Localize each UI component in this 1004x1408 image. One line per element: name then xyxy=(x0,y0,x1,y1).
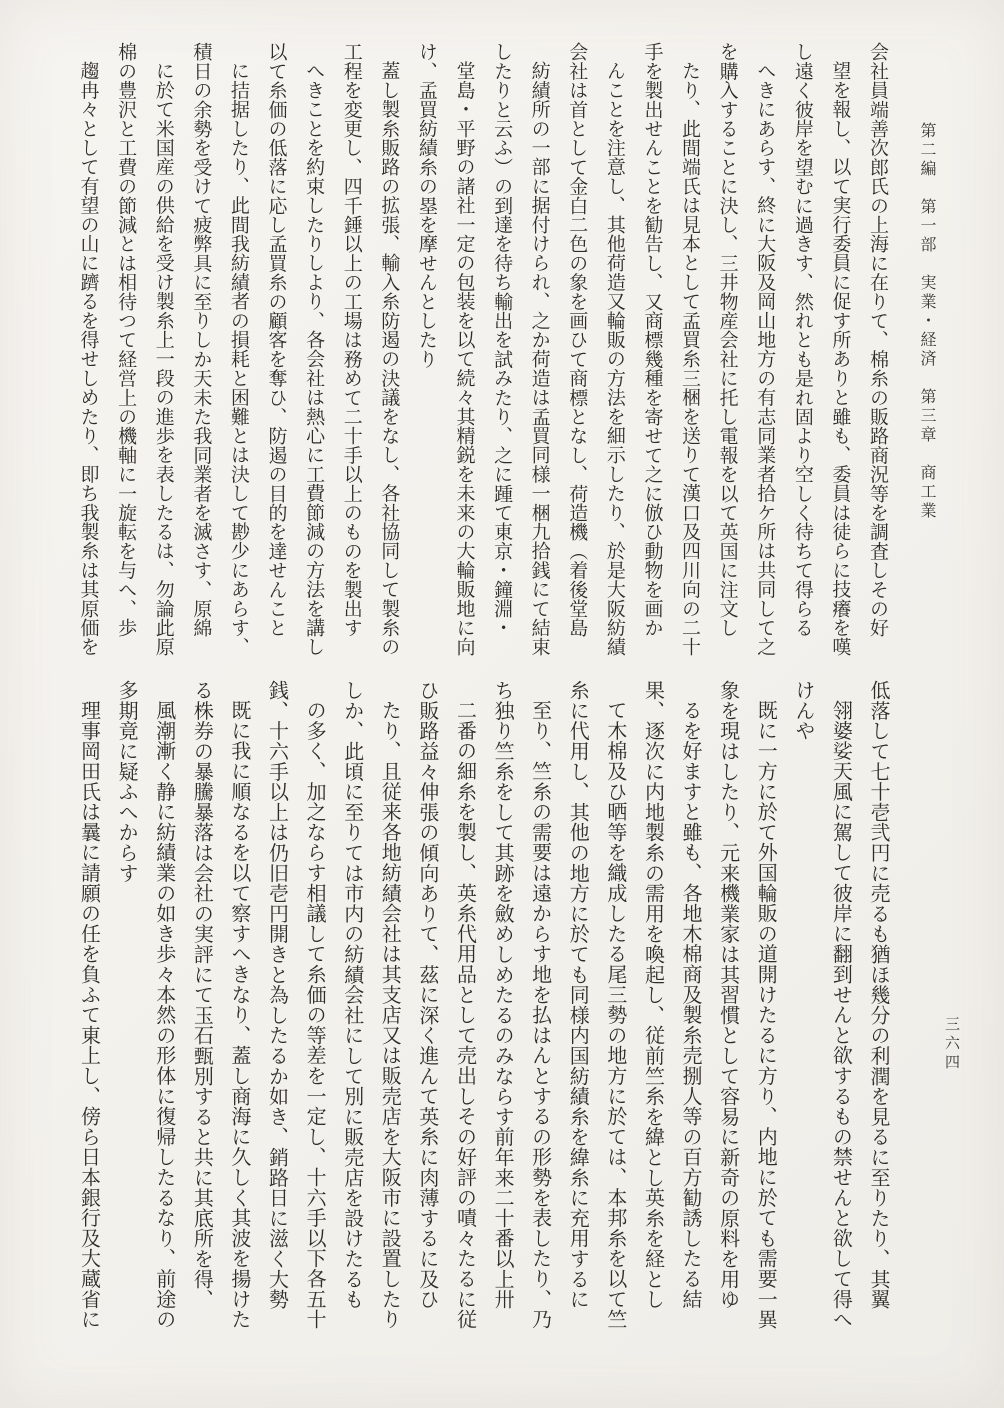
text-column: 至り、竺糸の需要は遠からす地を払はんとするの形勢を表したり、乃 xyxy=(528,700,551,1330)
text-column: たり、且従来各地紡績会社は其支店又は販売店を大阪市に設置したり xyxy=(378,700,401,1330)
text-column: 蓋し製糸販路の拡張、輸入糸防遏の決議をなし、各社協同して製糸の xyxy=(378,61,400,657)
text-column: へきにあらす、終に大阪及岡山地方の有志同業者拾ケ所は共同して之 xyxy=(754,61,776,657)
text-column: に拮据したり、此間我紡績者の損耗と困難とは決して尠少にあらす、 xyxy=(227,61,249,657)
page-number: 三六四 xyxy=(943,1016,959,1073)
text-column: 積日の余勢を受けて疲弊具に至りしか天未た我同業者を滅さす、原綿 xyxy=(190,42,212,638)
text-column: 翎婆娑天風に駕して彼岸に翻到せんと欲するもの禁せんと欲して得へ xyxy=(829,700,852,1330)
text-column: るを好ますと雖も、各地木棉商及製糸売捌人等の百方勧誘したる結 xyxy=(679,700,702,1309)
text-column: 多期竟に疑ふへからす xyxy=(115,680,138,883)
text-column: 銭、十六手以上は仍旧壱円開きと為したるか如き、銷路日に滋く大勢 xyxy=(265,680,288,1310)
text-column: 象を現はしたり、元来機業家は其習慣として容易に新奇の原料を用ゆ xyxy=(716,680,739,1310)
text-column: 会社員端善次郎氏の上海に在りて、棉糸の販路商況等を調査しその好 xyxy=(867,42,888,638)
text-column: たり、此間端氏は見本として孟買糸三梱を送りて漢口及四川向の二十 xyxy=(679,61,701,657)
text-column: し遠く彼岸を望むに過きす、然れとも是れ固より空しく待ちて得らる xyxy=(791,42,813,638)
text-column: 風潮漸く静に紡績業の如き歩々本然の形体に復帰したるなり、前途の xyxy=(152,700,175,1330)
text-column: に於て米国産の供給を受け製糸上一段の進歩を表したるは、勿論此原 xyxy=(152,61,174,657)
text-column: の多く、加之ならす相議して糸価の等差を一定し、十六手以下各五十 xyxy=(303,700,326,1330)
text-column: を購入することに決し、三井物産会社に托し電報を以て英国に注文し xyxy=(716,42,738,638)
text-column: 糸に代用し、其他の地方に於ても同様内国紡績糸を緯糸に充用するに xyxy=(566,680,589,1310)
text-column: したりと云ふ）の到達を待ち輸出を試みたり、之に踵て東京・鐘淵・ xyxy=(491,42,513,638)
text-column: 理事岡田氏は曩に請願の任を負ふて東上し、傍ら日本銀行及大蔵省に xyxy=(77,700,100,1330)
text-column: ち独り竺糸をして其跡を斂めしめたるのみならす前年来二十番以上卅 xyxy=(491,680,514,1310)
text-column: 会社は首として金白二色の象を画ひて商標となし、荷造機（着後堂島 xyxy=(566,42,588,638)
text-column: 望を報し、以て実行委員に促す所ありと雖も、委員は徒らに技癢を嘆 xyxy=(829,61,851,657)
text-column: 棉の豊沢と工費の節減とは相待つて経営上の機軸に一旋転を与へ、歩 xyxy=(115,42,137,638)
text-column: ひ販路益々伸張の傾向ありて、茲に深く進んて英糸に肉薄するに及ひ xyxy=(415,680,438,1310)
text-column: 工程を変更し、四千錘以上の工場は務めて二十手以上のものを製出す xyxy=(340,42,362,638)
text-column: 二番の細糸を製し、英糸代用品として売出しその好評の嘖々たるに従 xyxy=(453,700,476,1330)
text-column: 既に我に順なるを以て察すへきなり、蓋し商海に久しく其波を揚けた xyxy=(227,700,250,1330)
text-column: 低落して七十壱弐円に売るも猶ほ幾分の利潤を見るに至りたり、其翼 xyxy=(867,680,889,1310)
text-column: 手を製出せんことを勧告し、又商標幾種を寄せて之に倣ひ動物を画か xyxy=(641,42,663,638)
text-column: 趨冉々として有望の山に躋るを得せしめたり、即ち我製糸は其原価を xyxy=(77,61,99,657)
text-column: て木棉及ひ晒等を織成したる尾三勢の地方に於ては、本邦糸を以て竺 xyxy=(603,700,626,1330)
text-column: 以て糸価の低落に応し孟買糸の顧客を奪ひ、防遏の目的を達せんこと xyxy=(265,42,287,638)
text-column: 果、逐次に内地製糸の需用を喚起し、従前竺糸を緯とし英糸を経とし xyxy=(641,680,664,1310)
text-column: んことを注意し、其他荷造又輪販の方法を細示したり、於是大阪紡績 xyxy=(603,61,625,657)
text-column: 既に一方に於て外国輪販の道開けたるに方り、内地に於ても需要一異 xyxy=(754,700,777,1330)
text-column: 紡績所の一部に据付けられ、之か荷造は孟買同様一梱九拾銭にて結束 xyxy=(528,61,550,657)
text-column: しか、此頃に至りては市内の紡績会社にして別に販売店を設けたるも xyxy=(340,680,363,1310)
text-column: けんや xyxy=(791,680,814,741)
text-column: へきことを約束したりしより、各会社は熱心に工費節減の方法を講し xyxy=(303,61,325,657)
text-column: 堂島・平野の諸社一定の包装を以て続々其精鋭を未来の大輪販地に向 xyxy=(453,61,475,657)
chapter-header: 第二編 第一部 実業・経済 第三章 商工業 xyxy=(918,122,935,521)
text-column: る株券の暴騰暴落は会社の実評にて玉石甄別すると共に其底所を得、 xyxy=(190,680,213,1310)
top-text-block xyxy=(66,42,896,664)
bottom-text-block xyxy=(66,680,896,1335)
text-column: け、孟買紡績糸の塁を摩せんとしたり xyxy=(415,42,437,369)
